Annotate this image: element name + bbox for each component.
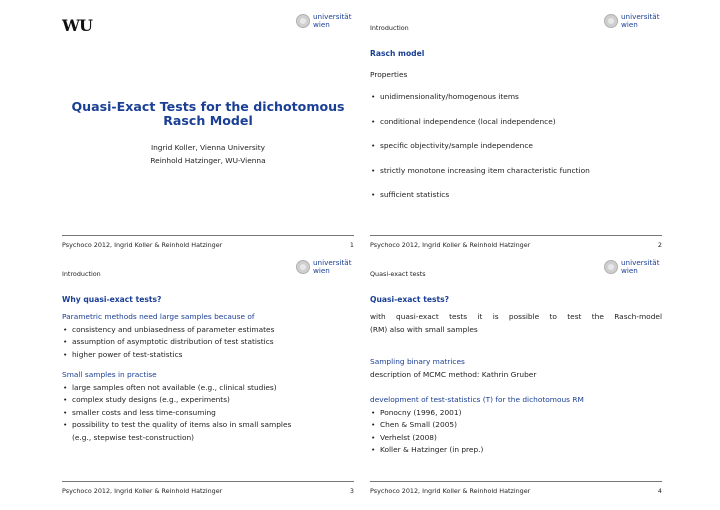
list-item: • unidimensionality/homogenous items bbox=[370, 91, 662, 104]
section-label: Introduction bbox=[370, 24, 409, 32]
slide-header bbox=[62, 12, 354, 34]
wu-logo: WU bbox=[62, 16, 92, 35]
authors bbox=[62, 142, 354, 167]
slide-footer: Psychoco 2012, Ingrid Koller & Reinhold Hatzinger 2 bbox=[370, 235, 662, 249]
list-item: • Koller & Hatzinger (in prep.) bbox=[370, 444, 662, 457]
univie-seal-icon bbox=[296, 260, 310, 274]
list-item: • sufficient statistics bbox=[370, 189, 662, 202]
slide-header bbox=[62, 258, 354, 280]
slide-title: Why quasi-exact tests? bbox=[62, 295, 162, 304]
author-1: Ingrid Koller, Vienna University bbox=[150, 143, 266, 152]
section-heading: Parametric methods need large samples because of bbox=[62, 312, 255, 321]
page-number: 3 bbox=[349, 487, 354, 495]
list-item: • Ponocny (1996, 2001) bbox=[370, 407, 662, 420]
slide-title: Rasch model bbox=[370, 49, 425, 58]
property-list bbox=[370, 91, 662, 202]
univie-seal-icon bbox=[604, 260, 618, 274]
list-item: • assumption of asymptotic distribution of test statistics bbox=[62, 336, 354, 349]
section-label: Quasi-exact tests bbox=[370, 270, 426, 278]
slide-title: Quasi-exact tests? bbox=[370, 295, 450, 304]
univie-logo: universität wien bbox=[604, 13, 662, 31]
slide-footer: Psychoco 2012, Ingrid Koller & Reinhold Hatzinger 4 bbox=[370, 481, 662, 495]
list-item: • Chen & Small (2005) bbox=[370, 419, 662, 432]
univie-logo: universität wien bbox=[604, 259, 662, 277]
list-item: • complex study designs (e.g., experiments) bbox=[62, 394, 354, 407]
presentation-title: Quasi-Exact Tests for the dichotomous Rasch Model bbox=[71, 99, 345, 128]
intro-line-1: with quasi-exact tests it is possible to test the Rasch-model bbox=[370, 312, 662, 321]
slide-2 bbox=[370, 12, 662, 252]
slide-header bbox=[370, 12, 662, 34]
slide-footer: Psychoco 2012, Ingrid Koller & Reinhold Hatzinger 1 bbox=[62, 235, 354, 249]
list-item: • strictly monotone increasing item characteristic function bbox=[370, 165, 662, 178]
list-item: • conditional independence (local independence) bbox=[370, 116, 662, 129]
slide-header bbox=[370, 258, 662, 280]
subtitle: Properties bbox=[370, 70, 408, 79]
list-item: • smaller costs and less time-consuming bbox=[62, 407, 354, 420]
slide-footer: Psychoco 2012, Ingrid Koller & Reinhold Hatzinger 3 bbox=[62, 481, 354, 495]
list-item: • Verhelst (2008) bbox=[370, 432, 662, 445]
author-2: Reinhold Hatzinger, WU-Vienna bbox=[150, 155, 266, 165]
page-number: 2 bbox=[657, 241, 662, 249]
list-item: • large samples often not available (e.g., clinical studies) bbox=[62, 382, 354, 395]
page-number: 4 bbox=[657, 487, 662, 495]
slide-1 bbox=[62, 12, 354, 252]
list-item: • higher power of test-statistics bbox=[62, 349, 354, 362]
list-item: • specific objectivity/sample independence bbox=[370, 140, 662, 153]
intro-line-2: (RM) also with small samples bbox=[370, 324, 478, 334]
univie-logo: universität wien bbox=[296, 13, 354, 31]
section-heading: development of test-statistics (T) for the dichotomous RM bbox=[370, 395, 584, 404]
section-text: description of MCMC method: Kathrin Gruber bbox=[370, 369, 537, 379]
list-item: • possibility to test the quality of items also in small samples bbox=[62, 419, 354, 432]
section-label: Introduction bbox=[62, 270, 101, 278]
section-heading: Sampling binary matrices bbox=[370, 357, 465, 366]
slide-3 bbox=[62, 258, 354, 498]
page-number: 1 bbox=[349, 241, 354, 249]
slide-4 bbox=[370, 258, 662, 498]
univie-logo: universität wien bbox=[296, 259, 354, 277]
section-heading: Small samples in practise bbox=[62, 370, 157, 379]
list-item-continuation: (e.g., stepwise test-construction) bbox=[72, 432, 195, 442]
slide-body bbox=[370, 311, 662, 457]
slide-body bbox=[62, 311, 354, 444]
univie-seal-icon bbox=[604, 14, 618, 28]
list-item: • consistency and unbiasedness of parameter estimates bbox=[62, 324, 354, 337]
univie-seal-icon bbox=[296, 14, 310, 28]
